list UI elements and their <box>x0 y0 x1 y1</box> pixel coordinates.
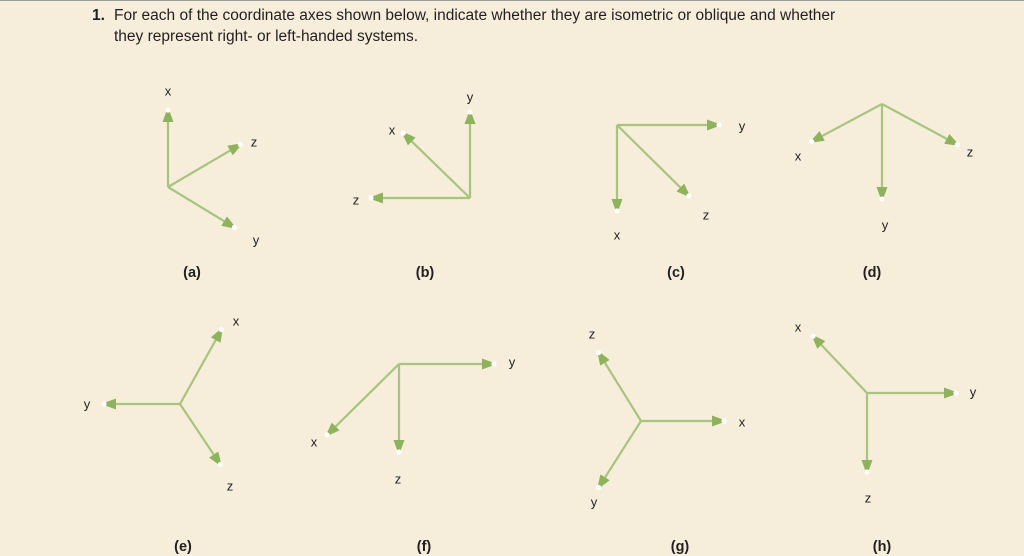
axis-z-label: z <box>352 192 360 208</box>
axis-y-line <box>605 421 641 477</box>
axis-x-arrow-tip <box>401 131 406 136</box>
axis-y-label: y <box>738 118 746 134</box>
figure-f <box>311 354 516 554</box>
axis-y-arrow-tip <box>491 361 496 366</box>
axis-z-label: z <box>226 478 234 494</box>
figure-g <box>589 326 746 554</box>
axis-x-label: x <box>794 319 802 335</box>
axis-x-line <box>822 104 882 136</box>
figure-caption: (f) <box>416 538 432 555</box>
axis-y-arrow-tip <box>232 225 237 230</box>
axis-x-label: x <box>310 434 318 450</box>
axis-y-line <box>168 187 224 221</box>
axis-z-label: z <box>864 490 872 506</box>
axis-x-label: x <box>794 148 802 164</box>
axis-z-line <box>882 104 947 139</box>
axis-x-arrow-tip <box>614 208 619 213</box>
axis-y-arrow-tip <box>716 122 721 127</box>
axis-x-label: x <box>738 414 746 430</box>
axis-y-label: y <box>969 384 977 400</box>
axis-x-line <box>180 340 216 404</box>
figure-h <box>795 319 977 554</box>
figure-e <box>84 313 240 554</box>
question-line-1: For each of the coordinate axes shown below, indicate whether they are isometric or oblique and whether <box>114 7 836 24</box>
axis-y-label: y <box>508 354 516 370</box>
figure-caption: (d) <box>862 264 882 281</box>
axis-z-arrow-tip <box>596 350 601 355</box>
axis-x-line <box>821 345 867 393</box>
figure-a <box>163 83 260 280</box>
axis-y-label: y <box>466 89 474 105</box>
axis-x-label: x <box>613 227 621 243</box>
axis-x-arrow-tip <box>219 327 224 332</box>
figure-d <box>795 104 974 281</box>
axis-x-line <box>412 141 470 198</box>
axis-x-arrow-tip <box>809 139 814 144</box>
axis-z-arrow-tip <box>955 142 960 147</box>
question-line-2: they represent right- or left-handed systems. <box>114 28 419 45</box>
figure-c <box>612 118 746 280</box>
axis-z-line <box>168 151 230 187</box>
axis-y-arrow-tip <box>879 196 884 201</box>
axis-x-arrow-tip <box>721 418 726 423</box>
axis-z-arrow-tip <box>368 195 373 200</box>
axis-x-arrow-tip <box>325 432 330 437</box>
axis-z-line <box>605 363 641 421</box>
figure-caption: (g) <box>670 538 690 555</box>
axis-z-arrow-tip <box>218 462 223 467</box>
figure-b <box>353 89 476 280</box>
axis-x-label: x <box>232 313 240 329</box>
axis-x-arrow-tip <box>811 334 816 339</box>
figure-caption: (a) <box>183 264 201 281</box>
axis-y-arrow-tip <box>953 390 958 395</box>
figure-caption: (c) <box>667 264 685 281</box>
axis-z-label: z <box>966 144 974 160</box>
axis-x-label: x <box>164 83 172 99</box>
axis-z-line <box>617 125 680 187</box>
axis-y-label: y <box>590 494 598 510</box>
axis-z-label: z <box>250 134 258 150</box>
axis-z-arrow-tip <box>864 469 869 474</box>
axis-y-arrow-tip <box>101 401 106 406</box>
question-number: 1. <box>92 7 105 24</box>
axis-z-label: z <box>394 471 402 487</box>
axis-z-line <box>180 404 214 455</box>
axis-y-arrow-tip <box>596 485 601 490</box>
axis-z-arrow-tip <box>396 449 401 454</box>
axis-z-label: z <box>588 326 596 342</box>
figure-caption: (e) <box>174 538 192 555</box>
figure-caption: (h) <box>872 538 892 555</box>
axis-x-arrow-tip <box>165 107 170 112</box>
axis-y-label: y <box>252 232 260 248</box>
axis-y-label: y <box>881 217 889 233</box>
axis-z-label: z <box>702 207 710 223</box>
axis-z-arrow-tip <box>686 193 691 198</box>
axis-y-label: y <box>83 396 91 412</box>
figure-caption: (b) <box>415 264 435 281</box>
axis-x-label: x <box>388 122 396 138</box>
axis-y-arrow-tip <box>467 109 472 114</box>
axis-z-arrow-tip <box>238 142 243 147</box>
axis-x-line <box>336 364 399 426</box>
